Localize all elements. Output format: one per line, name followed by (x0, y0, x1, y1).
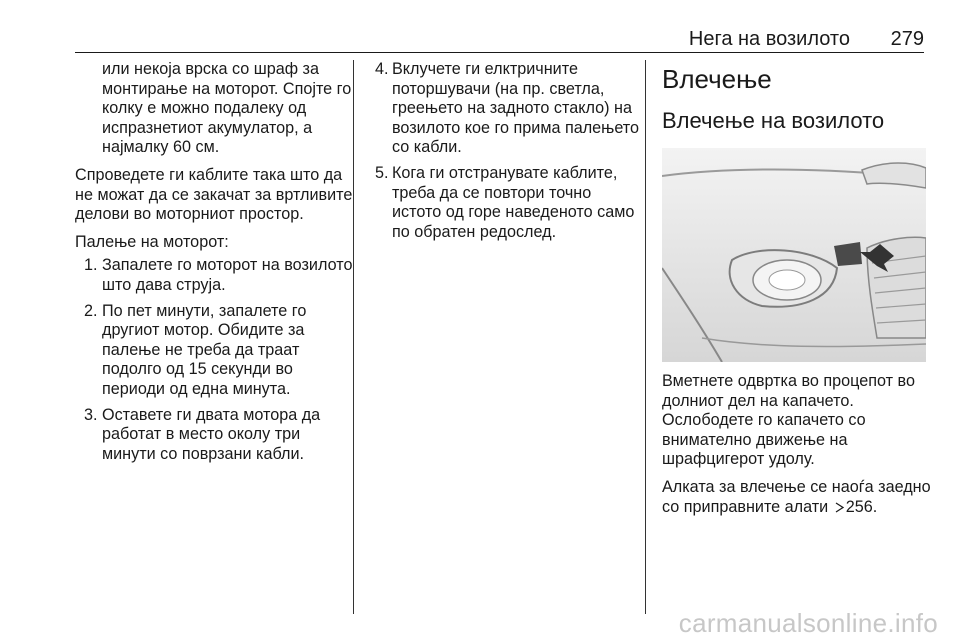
page-number: 279 (890, 28, 924, 50)
paragraph-text: Алката за влечење се наоѓа заедно со приправните алати (662, 477, 931, 516)
column-left (75, 60, 353, 470)
paragraph: Спроведете ги каблите така што да не можат да се закачат за вртливите делови во моторниот простор. (75, 165, 353, 224)
list-item (370, 164, 642, 242)
watermark: carmanualsonline.info (678, 608, 938, 638)
paragraph: Вметнете одвртка во процепот во долниот дел на капачето. Ослободете го капачето со внимателно движење на шрафцигерот удолу. (662, 372, 915, 469)
column-divider (353, 60, 354, 614)
step-number: 2. (84, 301, 98, 320)
step-text: Кога ги отстранувате каблите, треба да се повтори точно истото од горе наведеното само по обратен редослед. (392, 163, 635, 241)
step-text: По пет минути, запалете го другиот мотор. Обидите за палење не треба да траат подолго од 15 секунди во периоди од една минута. (102, 301, 307, 398)
step-number: 3. (84, 405, 98, 424)
column-middle (370, 60, 642, 248)
section-heading: Влечење (662, 64, 772, 94)
steps-list (370, 60, 642, 242)
step-number: 4. (375, 60, 389, 78)
step-text: Оставете ги двата мотора да работат в место околу три минути со поврзани кабли. (102, 405, 321, 463)
step-number: 1. (84, 256, 98, 275)
page-header (75, 26, 924, 53)
header-title: Нега на возилото (688, 28, 850, 50)
list-item (75, 256, 353, 295)
step-number: 5. (375, 163, 389, 182)
column-divider (645, 60, 646, 614)
list-item (75, 406, 353, 465)
page-reference[interactable]: 256. (845, 497, 878, 516)
paragraph (662, 478, 932, 517)
continued-text: или некоја врска со шраф за монтирање на моторот. Спојте го колку е можно подалеку од испразнетиот акумулатор, а најмалку 60 см. (102, 60, 352, 157)
step-text: Запалете го моторот на возилото што дава струја. (102, 256, 353, 294)
steps-list (75, 256, 353, 464)
list-item (75, 302, 353, 400)
paragraph: Палење на моторот: (75, 232, 229, 251)
column-right (662, 60, 932, 525)
list-item (370, 60, 642, 158)
subsection-heading: Влечење на возилото (662, 108, 885, 133)
towing-eye-cover-illustration (662, 148, 926, 362)
step-text: Вклучете ги елктричните поторшувачи (на пр. светла, греењето на задното стакло) на возилото кое го прима палењето со кабли. (392, 60, 640, 157)
page-reference-icon (835, 502, 844, 513)
